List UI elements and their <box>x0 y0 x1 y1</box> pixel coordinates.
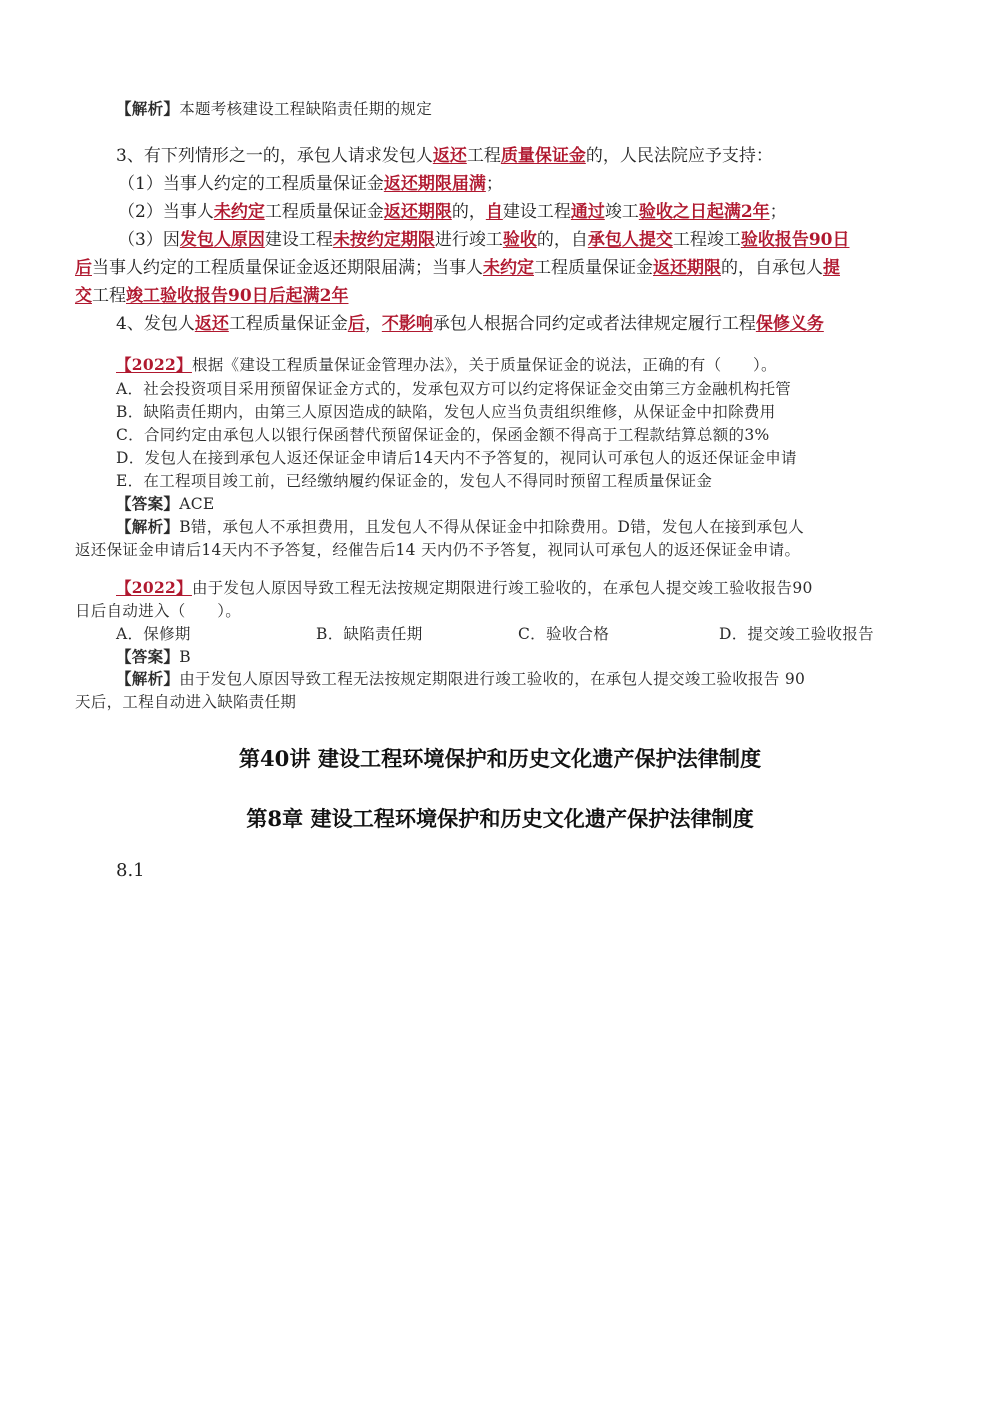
analysis-text: 由于发包人原因导致工程无法按规定期限进行竣工验收的，在承包人提交竣工验收报告 90 <box>179 670 806 688</box>
highlight: 发包人原因 <box>179 230 265 250</box>
q1-answer <box>116 492 214 514</box>
analysis-intro <box>116 97 432 119</box>
item4 <box>116 309 824 334</box>
lecture-heading: 第40讲 建设工程环境保护和历史文化遗产保护法律制度 <box>238 746 762 771</box>
year-tag: 【2022】 <box>116 355 192 374</box>
q2-option-d: D．提交竣工验收报告 <box>719 625 874 643</box>
answer-label: 【答案】 <box>116 647 180 666</box>
item3-case2 <box>118 197 787 222</box>
question-stem: 由于发包人原因导致工程无法按规定期限进行竣工验收的，在承包人提交竣工验收报告90 <box>191 579 813 597</box>
q1-option-b: B．缺陷责任期内，由第三人原因造成的缺陷，发包人应当负责组织维修，从保证金中扣除费用 <box>116 403 776 421</box>
text: 工程 <box>466 146 501 166</box>
text: 工程竣工 <box>672 230 741 250</box>
text: 3、有下列情形之一的，承包人请求发包人 <box>116 146 433 166</box>
question-stem: 根据《建设工程质量保证金管理办法》，关于质量保证金的说法，正确的有（ ）。 <box>191 356 777 374</box>
highlight: 返还期限 <box>383 202 452 222</box>
text: 建设工程 <box>502 202 571 222</box>
analysis-text: 本题考核建设工程缺陷责任期的规定 <box>179 100 433 118</box>
q1-option-c: C．合同约定由承包人以银行保函替代预留保证金的，保函金额不得高于工程款结算总额的3% <box>116 426 770 444</box>
text: 竣工 <box>604 202 639 222</box>
highlight: 后 <box>347 314 365 334</box>
highlight: 自 <box>485 202 503 222</box>
text: 当事人约定的工程质量保证金返还期限届满；当事人 <box>92 258 483 278</box>
q1-option-e: E．在工程项目竣工前，已经缴纳履约保证金的，发包人不得同时预留工程质量保证金 <box>116 472 713 490</box>
analysis-label: 【解析】 <box>116 99 180 118</box>
text: 的，自 <box>536 230 588 250</box>
item3-case3-line1 <box>118 225 850 250</box>
answer-value: B <box>179 648 191 666</box>
highlight: 验收报告90日 <box>740 230 850 250</box>
highlight: 交 <box>75 286 92 306</box>
highlight: 验收 <box>502 230 537 250</box>
highlight: 不影响 <box>381 314 433 334</box>
highlight: 返还期限 <box>653 258 721 278</box>
q2-option-a: A．保修期 <box>116 625 191 643</box>
chapter-heading: 第8章 建设工程环境保护和历史文化遗产保护法律制度 <box>246 806 754 831</box>
section-number: 8.1 <box>116 860 145 881</box>
answer-value: ACE <box>179 495 215 513</box>
text: 的， <box>451 202 486 222</box>
text: 工程质量保证金 <box>264 202 384 222</box>
analysis-text: B错，承包人不承担费用，且发包人不得从保证金中扣除费用。D错，发包人在接到承包人 <box>179 518 805 536</box>
text: ， <box>364 314 382 334</box>
highlight: 通过 <box>570 202 605 222</box>
highlight: 提 <box>823 258 840 278</box>
q2-answer <box>116 645 191 667</box>
highlight: 保修义务 <box>755 314 824 334</box>
text: （1）当事人约定的工程质量保证金 <box>118 174 384 194</box>
text: 建设工程 <box>264 230 333 250</box>
text: 承包人根据合同约定或者法律规定履行工程 <box>432 314 756 334</box>
q1-analysis-line2: 返还保证金申请后14天内不予答复，经催告后14 天内仍不予答复，视同认可承包人的返还保证金申请。 <box>75 541 801 559</box>
analysis-label: 【解析】 <box>116 517 180 536</box>
highlight: 未约定 <box>483 258 534 278</box>
q1-option-d: D．发包人在接到承包人返还保证金申请后14天内不予答复的，视同认可承包人的返还保证金申请 <box>116 449 797 467</box>
q2-analysis-line1 <box>116 667 805 689</box>
highlight: 后 <box>75 258 92 278</box>
q2-stem-line2: 日后自动进入（ ）。 <box>75 602 242 620</box>
text: 4、发包人 <box>116 314 195 334</box>
text: （3）因 <box>118 230 180 250</box>
item3-case3-line2 <box>75 253 840 278</box>
text: 工程质量保证金 <box>534 258 653 278</box>
item3-case1 <box>118 169 503 194</box>
highlight: 未约定 <box>213 202 265 222</box>
q2-option-b: B．缺陷责任期 <box>316 625 423 643</box>
q2-stem-line1 <box>116 576 813 598</box>
text: ； <box>769 202 787 222</box>
q2-analysis-line2: 天后，工程自动进入缺陷责任期 <box>75 693 297 711</box>
text: 工程质量保证金 <box>228 314 348 334</box>
q1-stem <box>116 353 777 375</box>
text: 的，自承包人 <box>721 258 823 278</box>
text: （2）当事人 <box>118 202 214 222</box>
text: 的，人民法院应予支持： <box>585 146 773 166</box>
highlight: 返还 <box>432 146 467 166</box>
highlight: 返还 <box>194 314 229 334</box>
q2-options <box>116 622 916 644</box>
item3-lead <box>116 141 773 166</box>
analysis-label: 【解析】 <box>116 669 180 688</box>
highlight: 未按约定期限 <box>332 230 435 250</box>
answer-label: 【答案】 <box>116 494 180 513</box>
q1-analysis-line1 <box>116 515 804 537</box>
year-tag: 【2022】 <box>116 578 192 597</box>
q2-option-c: C．验收合格 <box>518 625 610 643</box>
highlight: 验收之日起满2年 <box>638 202 770 222</box>
text: 进行竣工 <box>434 230 503 250</box>
q1-option-a: A．社会投资项目采用预留保证金方式的，发承包双方可以约定将保证金交由第三方金融机构托管 <box>116 380 792 398</box>
highlight: 质量保证金 <box>500 146 586 166</box>
item3-case3-line3 <box>75 281 349 306</box>
text: 工程 <box>92 286 126 306</box>
highlight: 返还期限届满 <box>383 174 486 194</box>
highlight: 竣工验收报告90日后起满2年 <box>126 286 349 306</box>
highlight: 承包人提交 <box>587 230 673 250</box>
text: ； <box>485 174 503 194</box>
